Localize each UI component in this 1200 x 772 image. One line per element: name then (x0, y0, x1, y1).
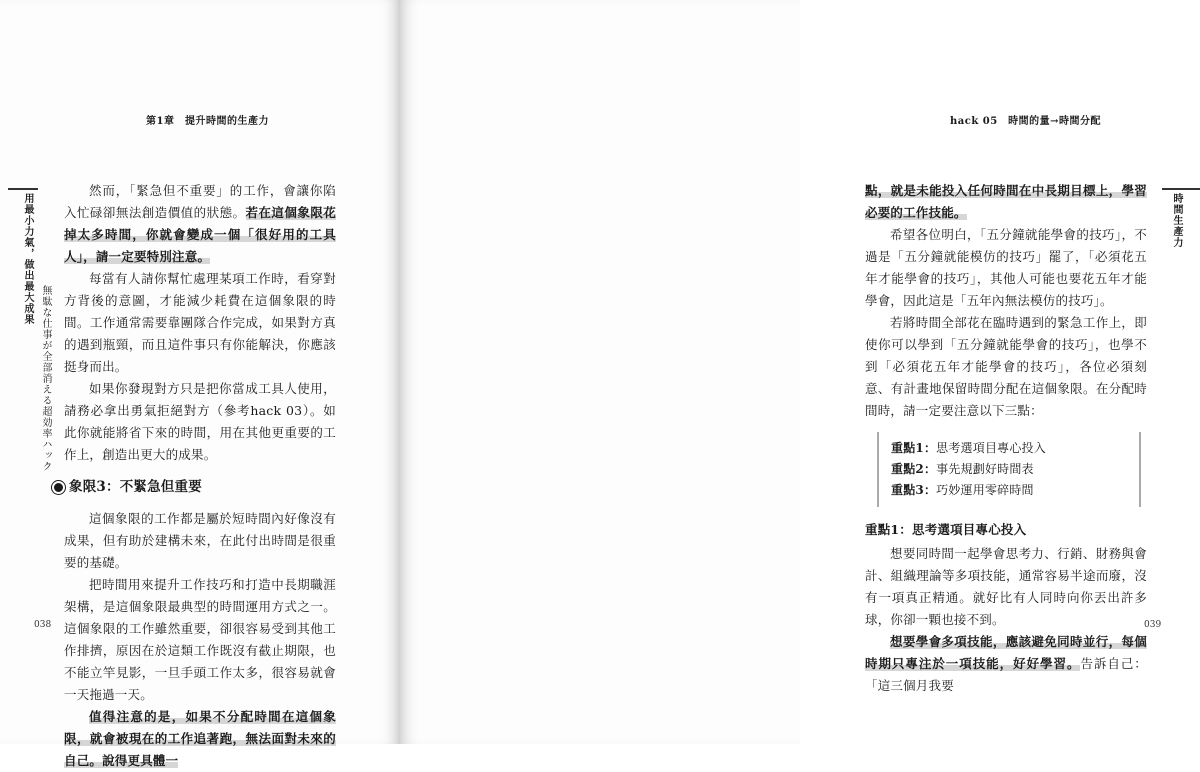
bullet-dot-icon (52, 481, 65, 494)
paragraph: 點，就是未能投入任何時間在中長期目標上，學習必要的工作技能。 (865, 183, 1147, 220)
left-page (0, 0, 400, 768)
paragraph: 把時間用來提升工作技巧和打造中長期職涯架構，是這個象限最典型的時間運用方式之一。這個象限的工作雖然重要，卻很容易受到其他工作排擠，原因在於這類工作既沒有截止期限，也不能立竿見影，一旦手頭工作太多，很容易就會一天拖過一天。 (64, 577, 336, 702)
right-body (865, 180, 1147, 697)
paragraph: 希望各位明白，「五分鐘就能學會的技巧」，不過是「五分鐘就能模仿的技巧」罷了，「必須花五年才能學會的技巧」，其他人可能也要花五年才能學會，因此這是「五年內無法模仿的技巧」。 (865, 227, 1147, 308)
paragraph: 若將時間全部花在臨時遇到的緊急工作上，即使你可以學到「五分鐘就能學會的技巧」，也學不到「必須花五年才能學會的技巧」，各位必須刻意、有計畫地保留時間分配在這個象限。在分配時間時，請一定要注意以下三點： (865, 315, 1147, 418)
right-page (400, 0, 1182, 744)
key-points-box (877, 432, 1141, 507)
right-tab-rule (1162, 188, 1200, 190)
left-body (64, 180, 336, 772)
right-side-title: 時間生產力 (1171, 193, 1182, 248)
key-point: 重點2：事先規劃好時間表 (891, 462, 1034, 476)
left-tab-rule (8, 188, 38, 190)
key-point: 重點3：巧妙運用零碎時間 (891, 483, 1034, 497)
right-page-number: 039 (1144, 620, 1162, 630)
left-side-title: 用最小力氣，做出最大成果 (22, 193, 33, 325)
left-side-subtitle: 無駄な仕事が全部消える超効率ハック (40, 285, 51, 472)
left-running-head: 第1章 提升時間的生產力 (146, 116, 269, 127)
paragraph: 如果你發現對方只是把你當成工具人使用，請務必拿出勇氣拒絕對方（參考hack 03）。如此你就能將省下來的時間，用在其他更重要的工作上，創造出更大的成果。 (64, 381, 336, 462)
key-point: 重點1：思考選項目專心投入 (891, 441, 1046, 455)
subheading: 重點1：思考選項目專心投入 (865, 522, 1027, 537)
section-heading: 象限3：不緊急但重要 (52, 476, 336, 498)
paragraph: 值得注意的是，如果不分配時間在這個象限，就會被現在的工作追著跑，無法面對未來的自己。說得更具體一 (64, 709, 336, 768)
paragraph: 每當有人請你幫忙處理某項工作時，看穿對方背後的意圖，才能減少耗費在這個象限的時間。工作通常需要靠團隊合作完成，如果對方真的遇到瓶頸，而且這件事只有你能解決，你應該挺身而出。 (64, 271, 336, 374)
paragraph: 這個象限的工作都是屬於短時間內好像沒有成果，但有助於建構未來，在此付出時間是很重要的基礎。 (64, 511, 336, 570)
paragraph: 然而，「緊急但不重要」的工作，會讓你陷入忙碌卻無法創造價值的狀態。若在這個象限花掉太多時間，你就會變成一個「很好用的工具人」，請一定要特別注意。 (64, 183, 336, 264)
paragraph: 想要學會多項技能，應該避免同時並行，每個時期只專注於一項技能，好好學習。告訴自己：「這三個月我要 (865, 634, 1147, 693)
left-page-number: 038 (34, 620, 52, 630)
right-running-head: hack 05 時間的量→時間分配 (950, 116, 1102, 127)
paragraph: 想要同時間一起學會思考力、行銷、財務與會計、組織理論等多項技能，通常容易半途而廢，沒有一項真正精通。就好比有人同時向你丟出許多球，你卻一顆也接不到。 (865, 546, 1147, 627)
